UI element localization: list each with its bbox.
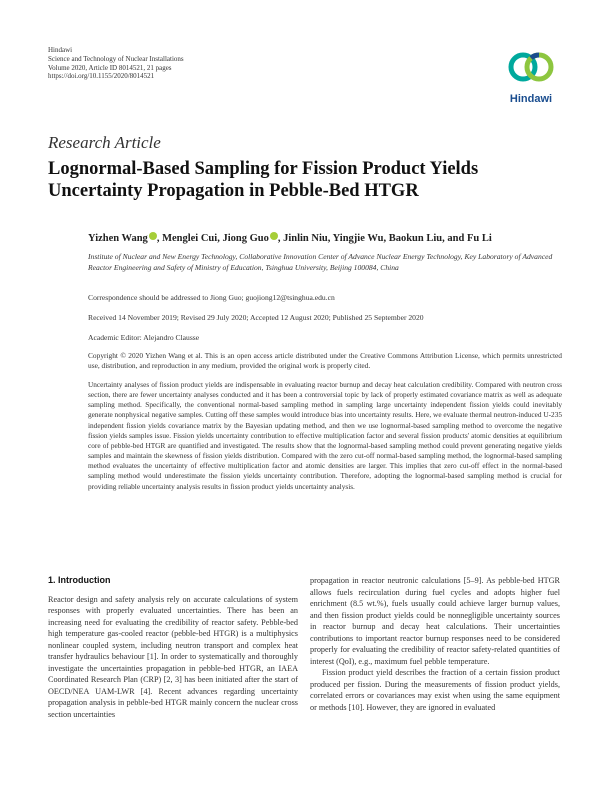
affiliation: Institute of Nuclear and New Energy Technology, Collaborative Innovation Center of Advance Nuclear Energy Technology, Key Laboratory of Advanced Reactor Engineering and Safety of Ministry of Education, Tsinghua University, Beijing 100084, China bbox=[88, 252, 553, 272]
author-list: Yizhen Wang , Menglei Cui, Jiong Guo , Jinlin Niu, Yingjie Wu, Baokun Liu, and Fu Li bbox=[88, 233, 492, 244]
author-name[interactable]: Yizhen Wang bbox=[88, 233, 148, 244]
publisher-name: Hindawi bbox=[48, 46, 73, 54]
correspondence: Correspondence should be addressed to Jiong Guo; guojiong12@tsinghua.edu.cn bbox=[88, 293, 335, 302]
journal-header bbox=[48, 46, 184, 81]
article-title: Lognormal-Based Sampling for Fission Product Yields Uncertainty Propagation in Pebble-Bed HTGR bbox=[48, 159, 479, 201]
author-name[interactable]: Menglei Cui bbox=[162, 233, 218, 244]
left-column bbox=[48, 575, 298, 720]
author-name[interactable]: Baokun Liu bbox=[388, 233, 443, 244]
paragraph: propagation in reactor neutronic calculations [5–9]. As pebble-bed HTGR allows fuels recirculation during fuel cycles and adopts higher fuel enrichment (8.5 wt.%), fuels usually could achieve larger burnup values, and then fission product yields could be nonnegligible uncertainty sources in reactor burnup and decay heat calculations. Their uncertainties contributions to important reactor burnup responses need to be considered properly for evaluating the credibility of reactor safety-related quantities of interest (QoI), e.g., maximum fuel pebble temperature. bbox=[310, 576, 560, 666]
volume-line: Volume 2020, Article ID 8014521, 21 pages bbox=[48, 63, 172, 72]
hindawi-logo[interactable] bbox=[498, 46, 564, 105]
abstract: Uncertainty analyses of fission product yields are indispensable in evaluating reactor burnup and decay heat calculation credibility. Compared with neutron cross section, there are fewer uncertainty analyses conducted and it has been a controversial topic by lack of properly estimated covariance matrix as well as adequate sampling method. Specifically, the conventional normal-based sampling method in sampling large uncertainty independent fission yields could inevitably generate nonphysical negative samples. Cutting off these samples would introduce bias into uncertainty results. Here, we evaluate thermal neutron-induced U-235 independent fission yields covariance matrix by the Bayesian updating method, and then we use lognormal-based sampling method to overcome the negative fission yields samples issue. Fission yields uncertainty contribution to effective multiplication factor and several fission products' atomic densities at equilibrium core of pebble-bed HTGR are quantified and investigated. The results show that the lognormal-based sampling method could prevent generating negative yields samples and maintain the skewness of fission yields distribution. Compared with the zero cut-off normal-based sampling method, the lognormal-based sampling method evaluates the uncertainty of effective multiplication factor and atomic densities are larger. This implies that zero cut-off effect in the normal-based sampling method would underestimate the fission yields uncertainty contribution. Therefore, adopting the lognormal-based sampling method is crucial for providing reliable uncertainty analysis results in fission product yields uncertainty analysis. bbox=[88, 380, 562, 491]
author-name[interactable]: Jiong Guo bbox=[222, 233, 269, 244]
section-heading: 1. Introduction bbox=[48, 575, 111, 585]
author-name[interactable]: Fu Li bbox=[466, 233, 492, 244]
publication-dates: Received 14 November 2019; Revised 29 July 2020; Accepted 12 August 2020; Published 25 September 2020 bbox=[88, 313, 424, 322]
article-type: Research Article bbox=[48, 133, 161, 152]
paragraph: Reactor design and safety analysis rely on accurate calculations of system responses with properly evaluated uncertainties. There has been an increasing need for evaluating the credibility of reactor safety. Pebble-bed high temperature gas-cooled reactor (pebble-bed HTGR) is a multiphysics nonlinear coupled system, including neutron transport and complex heat transfer hydraulics behaviour [1]. In order to systematically and thoroughly investigate the uncertainties propagation in pebble-bed HTGR, an IAEA Coordinated Research Plan (CRP) [2, 3] has been initiated after the start of OECD/NEA UAM-LWR [4]. Recent advances regarding uncertainty propagation analysis in pebble-bed HTGR mainly concern the nuclear cross section uncertainties bbox=[48, 594, 298, 719]
author-name[interactable]: Jinlin Niu bbox=[283, 233, 328, 244]
orcid-icon[interactable] bbox=[270, 232, 278, 240]
logo-text: Hindawi bbox=[509, 93, 553, 105]
copyright-notice: Copyright © 2020 Yizhen Wang et al. This is an open access article distributed under the Creative Commons Attribution License, which permits unrestricted use, distribution, and reproduction in any medium, provided the original work is properly cited. bbox=[88, 351, 562, 371]
author-name[interactable]: Yingjie Wu bbox=[332, 233, 384, 244]
journal-name: Science and Technology of Nuclear Installations bbox=[48, 54, 184, 63]
academic-editor: Academic Editor: Alejandro Clausse bbox=[88, 333, 200, 342]
paragraph: Fission product yield describes the fraction of a certain fission product produced per fission. During the measurements of fission product yields, correlated errors or covariances may exist when using the same equipment or methods [10]. However, they are ignored in evaluated bbox=[310, 668, 560, 712]
orcid-icon[interactable] bbox=[149, 232, 157, 240]
doi-link[interactable]: https://doi.org/10.1155/2020/8014521 bbox=[48, 72, 155, 81]
hindawi-rings-icon bbox=[506, 46, 556, 88]
right-column bbox=[310, 575, 560, 713]
